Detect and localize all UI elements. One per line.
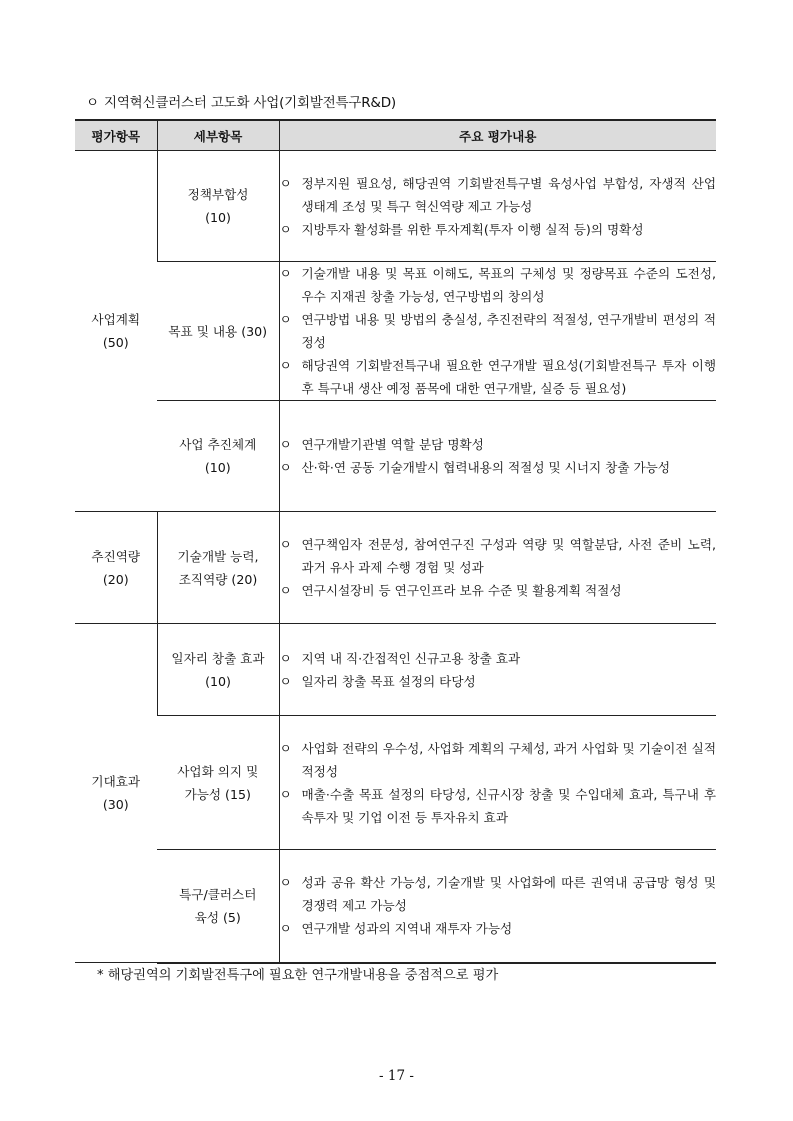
point-bullet: ㅇ [279, 740, 292, 756]
evaluation-point [280, 871, 717, 917]
content-cell [279, 401, 716, 512]
point-bullet: ㅇ [279, 650, 292, 666]
evaluation-point [280, 783, 717, 829]
category-name: 사업계획 [91, 312, 141, 327]
table-row [75, 512, 716, 624]
subitem-score: (10) [205, 210, 231, 225]
header-category: 평가항목 [75, 120, 157, 151]
point-text: 산·학·연 공동 기술개발시 협력내용의 적절성 및 시너지 창출 가능성 [301, 460, 671, 475]
point-text: 연구방법 내용 및 방법의 충실성, 추진전략의 적절성, 연구개발비 편성의 적정성 [301, 312, 716, 350]
subitem-cell [157, 850, 279, 963]
evaluation-point [280, 533, 717, 579]
evaluation-point [280, 308, 717, 354]
subitem-score: (10) [204, 460, 231, 475]
subitem-name: 사업 추진체계 [179, 437, 257, 452]
point-text: 지방투자 활성화를 위한 투자계획(투자 이행 실적 등)의 명확성 [301, 221, 644, 237]
category-score: (20) [102, 571, 129, 587]
table-row [75, 716, 716, 850]
title-bullet: ㅇ [86, 95, 99, 111]
subitem-score: (10) [205, 673, 231, 689]
subitem-name: 특구/클러스터 [179, 886, 257, 902]
point-text: 기술개발 내용 및 목표 이해도, 목표의 구체성 및 정량목표 수준의 도전성, 우수 지재권 창출 가능성, 연구방법의 창의성 [301, 266, 716, 304]
point-bullet: ㅇ [279, 358, 292, 373]
point-bullet: ㅇ [279, 921, 292, 937]
point-text: 정부지원 필요성, 해당권역 기회발전특구별 육성사업 부합성, 자생적 산업 생태계 조성 및 특구 혁신역량 제고 가능성 [301, 175, 716, 214]
point-text: 매출·수출 목표 설정의 타당성, 신규시장 창출 및 수입대체 효과, 특구내 후속투자 및 기업 이전 등 투자유치 효과 [301, 786, 716, 825]
evaluation-table [75, 119, 716, 964]
subitem-score: 가능성 (15) [184, 786, 251, 802]
point-text: 연구시설장비 등 연구인프라 보유 수준 및 활용계획 적절성 [301, 583, 622, 598]
evaluation-point [280, 670, 717, 693]
subitem-cell [157, 716, 279, 850]
subitem-name: 정책부합성 [187, 187, 249, 202]
point-text: 사업화 전략의 우수성, 사업화 계획의 구체성, 과거 사업화 및 기술이전 실적 적정성 [301, 740, 716, 779]
evaluation-point [280, 456, 717, 479]
point-text: 연구책임자 전문성, 참여연구진 구성과 역량 및 역할분담, 사전 준비 노력, 과거 유사 과제 수행 경험 및 성과 [301, 537, 716, 575]
header-subitem: 세부항목 [157, 120, 279, 151]
page-number: - 17 - [379, 1068, 414, 1084]
point-bullet: ㅇ [279, 221, 292, 237]
point-text: 일자리 창출 목표 설정의 타당성 [301, 673, 476, 689]
content-cell [279, 151, 716, 262]
subitem-cell [157, 512, 279, 624]
evaluation-point [280, 647, 717, 670]
subitem-name: 사업화 의지 및 [177, 763, 259, 779]
subitem-score: 조직역량 (20) [178, 571, 258, 587]
category-score: (50) [102, 335, 129, 350]
subitem-cell [157, 624, 279, 716]
content-cell [279, 512, 716, 624]
category-cell [75, 512, 157, 624]
point-bullet: ㅇ [279, 437, 292, 452]
table-row [75, 624, 716, 716]
footnote: * 해당권역의 기회발전특구에 필요한 연구개발내용을 중점적으로 평가 [97, 968, 499, 983]
point-text: 해당권역 기회발전특구내 필요한 연구개발 필요성(기회발전특구 투자 이행 후 특구내 생산 예정 품목에 대한 연구개발, 실증 등 필요성) [301, 358, 716, 396]
content-cell [279, 624, 716, 716]
title-text: 지역혁신클러스터 고도화 사업(기회발전특구R&D) [104, 95, 396, 111]
point-bullet: ㅇ [279, 537, 292, 552]
subitem-name: 목표 및 내용 (30) [168, 323, 268, 339]
point-text: 지역 내 직·간접적인 신규고용 창출 효과 [301, 650, 521, 666]
evaluation-point [280, 433, 717, 456]
point-bullet: ㅇ [279, 786, 292, 802]
content-cell [279, 716, 716, 850]
evaluation-point [280, 737, 717, 783]
table-header-row [75, 120, 716, 151]
point-bullet: ㅇ [279, 460, 292, 475]
header-content: 주요 평가내용 [279, 120, 716, 151]
subitem-cell [157, 401, 279, 512]
point-text: 연구개발기관별 역할 분담 명확성 [301, 437, 484, 452]
point-text: 성과 공유 확산 가능성, 기술개발 및 사업화에 따른 권역내 공급망 형성 및 경쟁력 제고 가능성 [301, 875, 716, 914]
table-row [75, 401, 716, 512]
subitem-cell [157, 262, 279, 401]
subitem-score: 육성 (5) [194, 909, 241, 925]
category-name: 기대효과 [91, 774, 141, 789]
section-title [86, 91, 396, 111]
content-cell [279, 262, 716, 401]
evaluation-point [280, 354, 717, 400]
evaluation-point [280, 172, 717, 218]
subitem-name: 일자리 창출 효과 [171, 650, 265, 666]
table-row [75, 151, 716, 262]
category-score: (30) [102, 797, 129, 812]
evaluation-point [280, 262, 717, 308]
point-bullet: ㅇ [279, 312, 292, 327]
point-text: 연구개발 성과의 지역내 재투자 가능성 [301, 921, 513, 937]
table-row [75, 262, 716, 401]
evaluation-point [280, 218, 717, 241]
point-bullet: ㅇ [279, 583, 292, 598]
category-cell [75, 624, 157, 963]
category-cell [75, 151, 157, 512]
point-bullet: ㅇ [279, 673, 292, 689]
table-row [75, 850, 716, 963]
subitem-cell [157, 151, 279, 262]
evaluation-point [280, 917, 717, 940]
point-bullet: ㅇ [279, 266, 292, 281]
point-bullet: ㅇ [279, 875, 292, 891]
category-name: 추진역량 [91, 548, 141, 564]
evaluation-point [280, 579, 717, 602]
subitem-name: 기술개발 능력, [177, 548, 259, 564]
point-bullet: ㅇ [279, 175, 292, 191]
content-cell [279, 850, 716, 963]
